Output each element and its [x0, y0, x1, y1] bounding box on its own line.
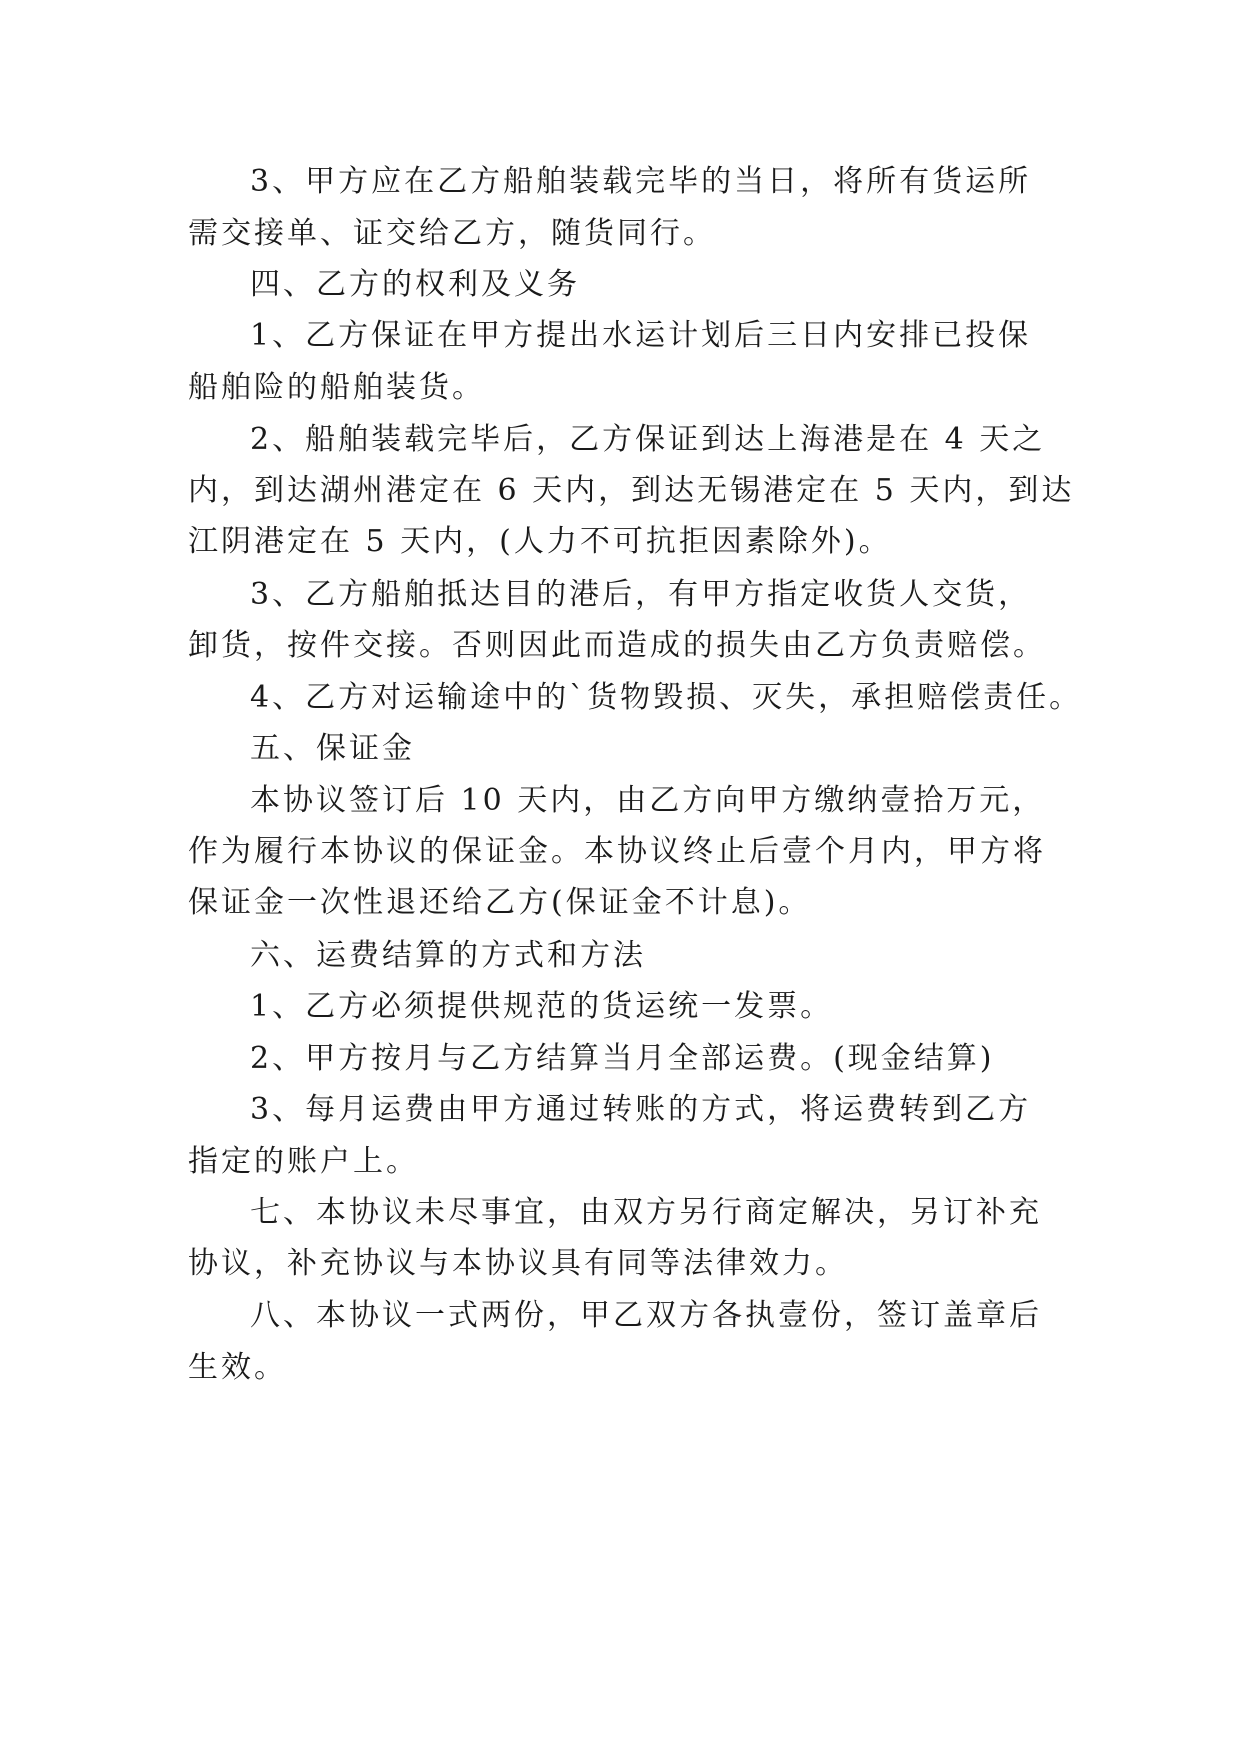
text-line: 4、乙方对运输途中的`货物毁损、灭失，承担赔偿责任。: [250, 680, 1083, 715]
text-line: 本协议签订后 10 天内，由乙方向甲方缴纳壹拾万元，: [250, 783, 1046, 818]
section-heading: 六、运费结算的方式和方法: [250, 938, 646, 973]
text-line: 江阴港定在 5 天内，(人力不可抗拒因素除外)。: [188, 524, 892, 559]
text-line: 需交接单、证交给乙方，随货同行。: [188, 216, 716, 251]
text-line: 协议，补充协议与本协议具有同等法律效力。: [188, 1246, 848, 1281]
text-line: 八、本协议一式两份，甲乙双方各执壹份，签订盖章后: [250, 1298, 1042, 1333]
text-line: 作为履行本协议的保证金。本协议终止后壹个月内，甲方将: [188, 834, 1046, 869]
text-line: 指定的账户上。: [188, 1144, 419, 1179]
text-line: 七、本协议未尽事宜，由双方另行商定解决，另订补充: [250, 1195, 1042, 1230]
text-line: 生效。: [188, 1350, 287, 1385]
text-line: 卸货，按件交接。否则因此而造成的损失由乙方负责赔偿。: [188, 628, 1046, 663]
text-line: 2、甲方按月与乙方结算当月全部运费。(现金结算): [250, 1041, 995, 1076]
text-line: 3、甲方应在乙方船舶装载完毕的当日，将所有货运所: [250, 164, 1032, 199]
text-line: 1、乙方保证在甲方提出水运计划后三日内安排已投保: [250, 318, 1032, 353]
text-line: 2、船舶装载完毕后，乙方保证到达上海港是在 4 天之: [250, 422, 1046, 457]
text-line: 内，到达湖州港定在 6 天内，到达无锡港定在 5 天内，到达: [188, 473, 1075, 508]
text-line: 保证金一次性退还给乙方(保证金不计息)。: [188, 885, 812, 920]
section-heading: 四、乙方的权利及义务: [250, 267, 580, 302]
section-heading: 五、保证金: [250, 731, 415, 766]
text-line: 船舶险的船舶装货。: [188, 370, 485, 405]
text-line: 1、乙方必须提供规范的货运统一发票。: [250, 989, 834, 1024]
text-line: 3、每月运费由甲方通过转账的方式，将运费转到乙方: [250, 1092, 1032, 1127]
text-line: 3、乙方船舶抵达目的港后，有甲方指定收货人交货，: [250, 577, 1032, 612]
